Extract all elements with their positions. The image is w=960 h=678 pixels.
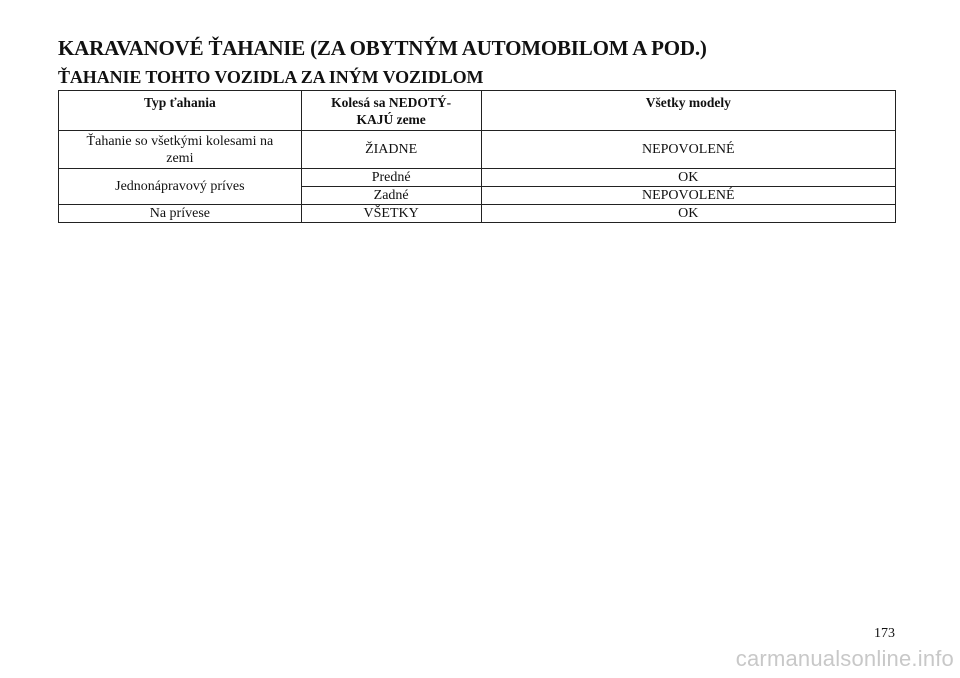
header-wheels-line2: KAJÚ zeme (356, 112, 426, 127)
page-number: 173 (874, 626, 895, 641)
cell-wheels: VŠETKY (301, 205, 481, 223)
page-title: KARAVANOVÉ ŤAHANIE (ZA OBYTNÝM AUTOMOBILOM A POD.) (58, 36, 707, 60)
table-row (59, 131, 896, 169)
cell-models: OK (481, 169, 895, 187)
cell-tow-type (59, 131, 302, 169)
towing-table (58, 90, 896, 223)
cell-tow-type: Jednonápravový príves (59, 169, 302, 205)
table-row (59, 169, 896, 187)
watermark: carmanualsonline.info (735, 646, 954, 671)
cell-models: OK (481, 205, 895, 223)
section-subtitle: ŤAHANIE TOHTO VOZIDLA ZA INÝM VOZIDLOM (58, 67, 484, 87)
header-all-models: Všetky modely (481, 91, 895, 131)
table-header-row (59, 91, 896, 131)
cell-wheels: Zadné (301, 187, 481, 205)
header-wheels-off-ground (301, 91, 481, 131)
cell-tow-type: Na prívese (59, 205, 302, 223)
cell-models: NEPOVOLENÉ (481, 187, 895, 205)
header-tow-type: Typ ťahania (59, 91, 302, 131)
cell-wheels: Predné (301, 169, 481, 187)
header-wheels-line1: Kolesá sa NEDOTÝ- (331, 95, 452, 110)
cell-tow-type-line1: Ťahanie so všetkými kolesami na (86, 133, 274, 149)
table-row (59, 205, 896, 223)
cell-tow-type-line2: zemi (166, 150, 194, 166)
cell-models: NEPOVOLENÉ (481, 131, 895, 169)
cell-wheels: ŽIADNE (301, 131, 481, 169)
